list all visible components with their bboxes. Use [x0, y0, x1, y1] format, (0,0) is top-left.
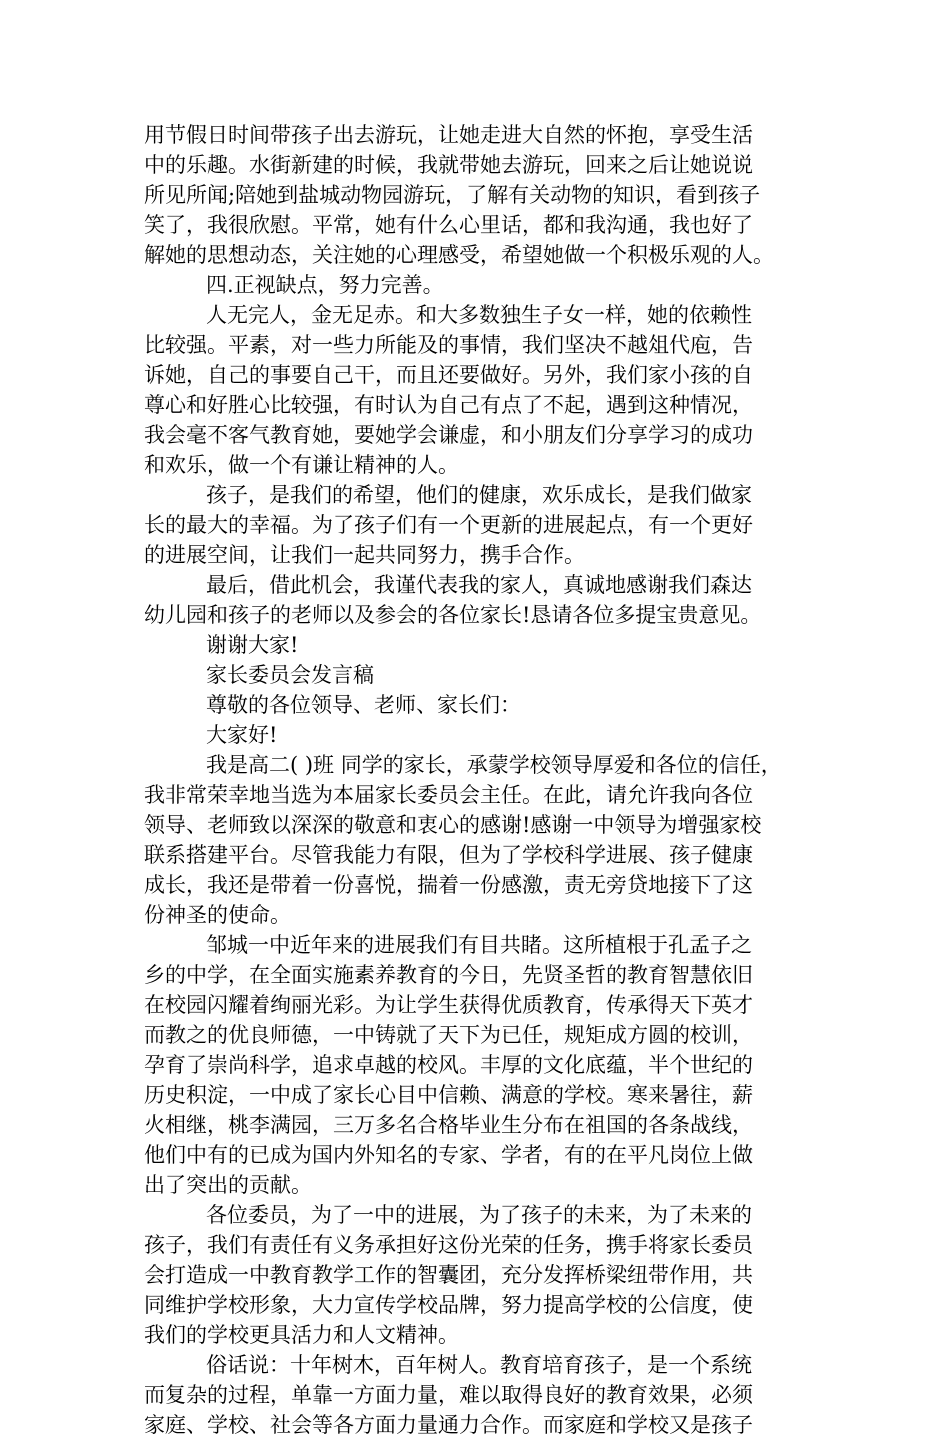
- text-line: 联系搭建平台。尽管我能力有限，但为了学校科学进展、孩子健康: [144, 843, 753, 867]
- text-line: 我们的学校更具活力和人文精神。: [144, 1323, 459, 1347]
- text-line: 的进展空间，让我们一起共同努力，携手合作。: [144, 543, 585, 567]
- text-line: 家长委员会发言稿: [206, 663, 374, 687]
- text-line: 尊心和好胜心比较强，有时认为自己有点了不起，遇到这种情况，: [144, 393, 753, 417]
- text-line: 比较强。平素，对一些力所能及的事情，我们坚决不越俎代庖，告: [144, 333, 753, 357]
- text-line: 四.正视缺点，努力完善。: [206, 273, 444, 297]
- document-text-body: [144, 120, 812, 1440]
- text-line: 历史积淀，一中成了家长心目中信赖、满意的学校。寒来暑往，薪: [144, 1083, 753, 1107]
- text-line: 用节假日时间带孩子出去游玩，让她走进大自然的怀抱，享受生活: [144, 123, 753, 147]
- text-line: 长的最大的幸福。为了孩子们有一个更新的进展起点，有一个更好: [144, 513, 753, 537]
- text-line: 邹城一中近年来的进展我们有目共睹。这所植根于孔孟子之: [206, 933, 752, 957]
- text-line: 和欢乐，做一个有谦让精神的人。: [144, 453, 459, 477]
- text-line: 诉她，自己的事要自己干，而且还要做好。另外，我们家小孩的自: [144, 363, 753, 387]
- text-line: 他们中有的已成为国内外知名的专家、学者，有的在平凡岗位上做: [144, 1143, 753, 1167]
- text-line: 尊敬的各位领导、老师、家长们：: [206, 693, 521, 717]
- text-line: 笑了，我很欣慰。平常，她有什么心里话，都和我沟通，我也好了: [144, 213, 753, 237]
- text-line: 乡的中学，在全面实施素养教育的今日，先贤圣哲的教育智慧依旧: [144, 963, 753, 987]
- text-line: 大家好!: [206, 723, 278, 747]
- text-line: 解她的思想动态，关注她的心理感受，希望她做一个积极乐观的人。: [144, 243, 774, 267]
- text-line: 领导、老师致以深深的敬意和衷心的感谢!感谢一中领导为增强家校: [144, 813, 762, 837]
- text-line: 成长，我还是带着一份喜悦，揣着一份感激，责无旁贷地接下了这: [144, 873, 753, 897]
- text-line: 谢谢大家!: [206, 633, 299, 657]
- text-line: 孩子，是我们的希望，他们的健康，欢乐成长，是我们做家: [206, 483, 752, 507]
- text-line: 家庭、学校、社会等各方面力量通力合作。而家庭和学校又是孩子: [144, 1413, 753, 1437]
- text-line: 孕育了崇尚科学，追求卓越的校风。丰厚的文化底蕴，半个世纪的: [144, 1053, 753, 1077]
- text-line: 幼儿园和孩子的老师以及参会的各位家长!恳请各位多提宝贵意见。: [144, 603, 762, 627]
- text-line: 各位委员，为了一中的进展，为了孩子的未来，为了未来的: [206, 1203, 752, 1227]
- text-line: 火相继，桃李满园，三万多名合格毕业生分布在祖国的各条战线，: [144, 1113, 753, 1137]
- text-line: 份神圣的使命。: [144, 903, 291, 927]
- text-line: 所见所闻;陪她到盐城动物园游玩，了解有关动物的知识，看到孩子: [144, 183, 761, 207]
- text-line: 最后，借此机会，我谨代表我的家人，真诚地感谢我们森达: [206, 573, 752, 597]
- text-line: 中的乐趣。水街新建的时候，我就带她去游玩，回来之后让她说说: [144, 153, 753, 177]
- text-line: 而复杂的过程，单靠一方面力量，难以取得良好的教育效果，必须: [144, 1383, 753, 1407]
- text-line: 而教之的优良师德，一中铸就了天下为已任，规矩成方圆的校训，: [144, 1023, 753, 1047]
- text-line: 在校园闪耀着绚丽光彩。为让学生获得优质教育，传承得天下英才: [144, 993, 753, 1017]
- text-line: 人无完人，金无足赤。和大多数独生子女一样，她的依赖性: [206, 303, 752, 327]
- text-line: 我非常荣幸地当选为本届家长委员会主任。在此，请允许我向各位: [144, 783, 753, 807]
- text-line: 出了突出的贡献。: [144, 1173, 312, 1197]
- text-line: 同维护学校形象，大力宣传学校品牌，努力提高学校的公信度，使: [144, 1293, 753, 1317]
- text-line: 俗话说：十年树木，百年树人。教育培育孩子，是一个系统: [206, 1353, 752, 1377]
- text-line: 孩子，我们有责任有义务承担好这份光荣的任务，携手将家长委员: [144, 1233, 753, 1257]
- text-line: 我是高二( )班 同学的家长，承蒙学校领导厚爱和各位的信任，: [206, 753, 782, 777]
- text-line: 会打造成一中教育教学工作的智囊团，充分发挥桥梁纽带作用，共: [144, 1263, 753, 1287]
- text-line: 我会毫不客气教育她，要她学会谦虚，和小朋友们分享学习的成功: [144, 423, 753, 447]
